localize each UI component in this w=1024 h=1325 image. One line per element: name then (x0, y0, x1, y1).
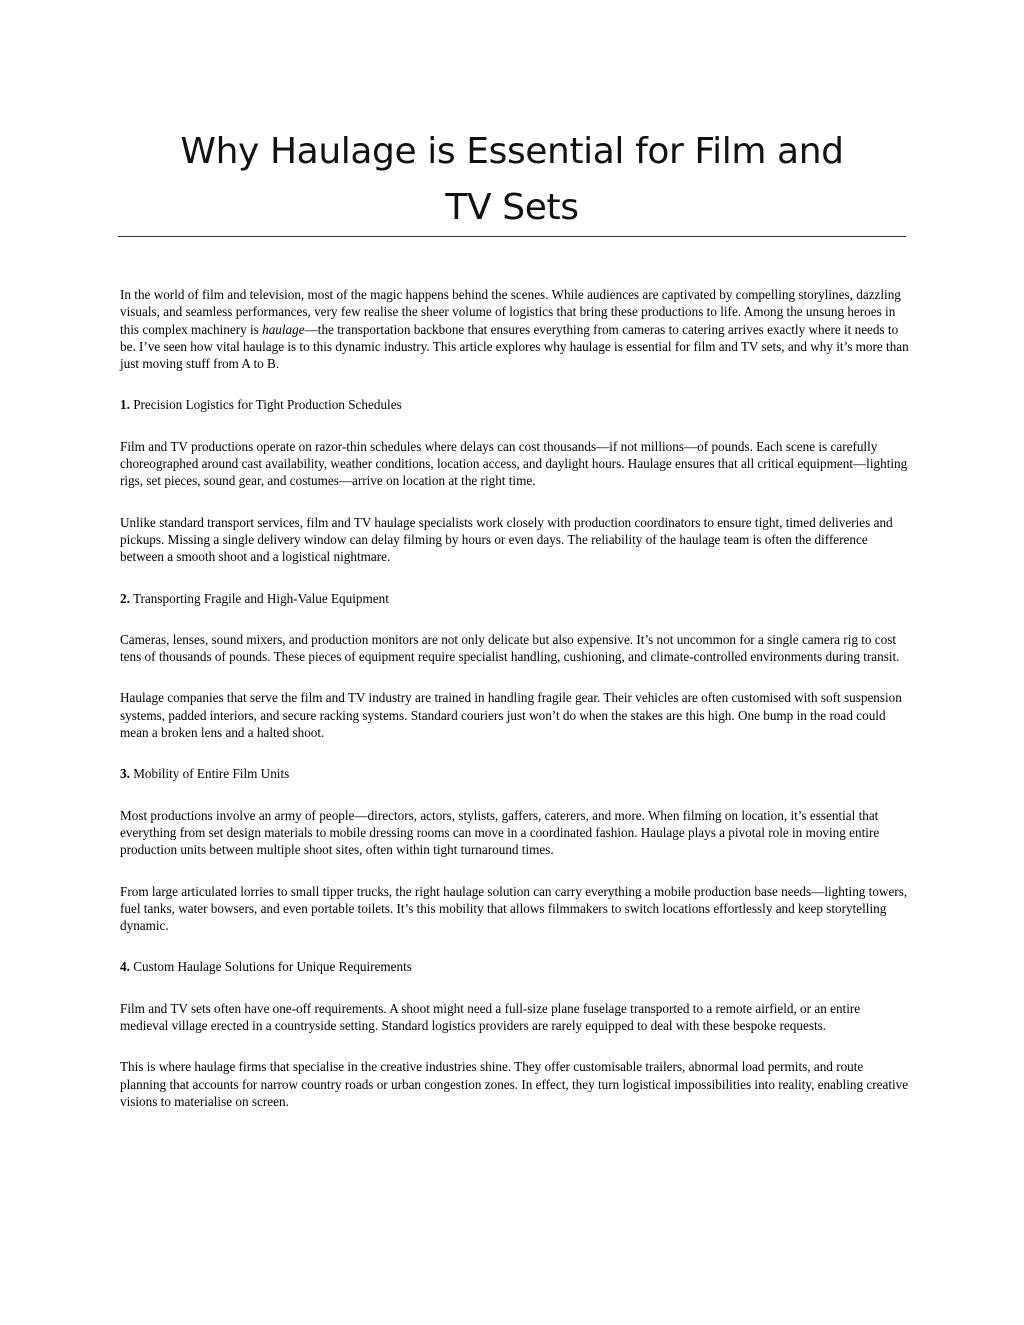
section-1-heading (120, 396, 910, 413)
section-heading-text: Precision Logistics for Tight Production Schedules (133, 397, 402, 413)
section-1-paragraph-2: Unlike standard transport services, film and TV haulage specialists work closely with production coordinators to ensure tight, timed deliveries and pickups. Missing a single delivery window can delay filming by hours or even days. The reliability of the haulage team is often the difference between a smooth shoot and a logistical nightmare. (120, 514, 893, 565)
title-line-2: TV Sets (445, 187, 579, 228)
section-2-paragraph-1: Cameras, lenses, sound mixers, and production monitors are not only delicate but also expensive. It’s not uncommon for a single camera rig to cost tens of thousands of pounds. These pieces of equipment require specialist handling, cushioning, and climate-controlled environments during transit. (120, 631, 900, 665)
section-number: 3. (120, 766, 130, 782)
section-3-heading (120, 765, 910, 782)
article-body (120, 286, 910, 1134)
intro-paragraph: In the world of film and television, most of the magic happens behind the scenes. While audiences are captivated by compelling storylines, dazzling visuals, and seamless performances, very few realise the sheer volume of logistics that bring these productions to life. Among the unsung heroes in this complex machinery is haulage—the transportation backbone that ensures everything from cameras to catering arrives exactly where it needs to be. I’ve seen how vital haulage is to this dynamic industry. This article explores why haulage is essential for film and TV sets, and why it’s more than just moving stuff from A to B. (120, 287, 909, 372)
section-number: 2. (120, 590, 130, 606)
document-title (118, 124, 906, 236)
section-2-heading (120, 590, 910, 607)
section-number: 1. (120, 397, 130, 413)
section-3-paragraph-1: Most productions involve an army of people—directors, actors, stylists, gaffers, caterers, and more. When filming on location, it’s essential that everything from set design materials to mobile dressing rooms can move in a coordinated fashion. Haulage plays a pivotal role in moving entire production units between multiple shoot sites, often within tight turnaround times. (120, 807, 880, 858)
section-4-paragraph-2: This is where haulage firms that specialise in the creative industries shine. They offer customisable trailers, abnormal load permits, and route planning that accounts for narrow country roads or urban congestion zones. In effect, they turn logistical impossibilities into reality, enabling creative visions to materialise on screen. (120, 1059, 909, 1109)
section-1-paragraph-1: Film and TV productions operate on razor-thin schedules where delays can cost thousands—if not millions—of pounds. Each scene is carefully choreographed around cast availability, weather conditions, location access, and daylight hours. Haulage ensures that all critical equipment—lighting rigs, set pieces, sound gear, and costumes—arrive on location at the right time. (120, 438, 908, 489)
section-heading-text: Custom Haulage Solutions for Unique Requirements (133, 959, 412, 975)
section-4-heading (120, 958, 910, 975)
section-3-paragraph-2: From large articulated lorries to small tipper trucks, the right haulage solution can carry everything a mobile production base needs—lighting towers, fuel tanks, water bowsers, and even portable toilets. It’s this mobility that allows filmmakers to switch locations effortlessly and keep storytelling dynamic. (120, 883, 908, 934)
title-divider (118, 236, 906, 237)
title-line-1: Why Haulage is Essential for Film and (180, 131, 844, 172)
section-heading-text: Mobility of Entire Film Units (133, 766, 290, 782)
section-number: 4. (120, 959, 130, 975)
section-4-paragraph-1: Film and TV sets often have one-off requirements. A shoot might need a full-size plane fuselage transported to a remote airfield, or an entire medieval village erected in a countryside setting. Standard logistics providers are rarely equipped to deal with these bespoke requests. (120, 1000, 861, 1034)
haulage-emphasis: haulage (262, 321, 305, 337)
section-heading-text: Transporting Fragile and High-Value Equipment (132, 590, 389, 606)
section-2-paragraph-2: Haulage companies that serve the film and TV industry are trained in handling fragile gear. Their vehicles are often customised with soft suspension systems, padded interiors, and secure racking systems. Standard couriers just won’t do when the stakes are this high. One bump in the road could mean a broken lens and a halted shoot. (120, 690, 902, 741)
